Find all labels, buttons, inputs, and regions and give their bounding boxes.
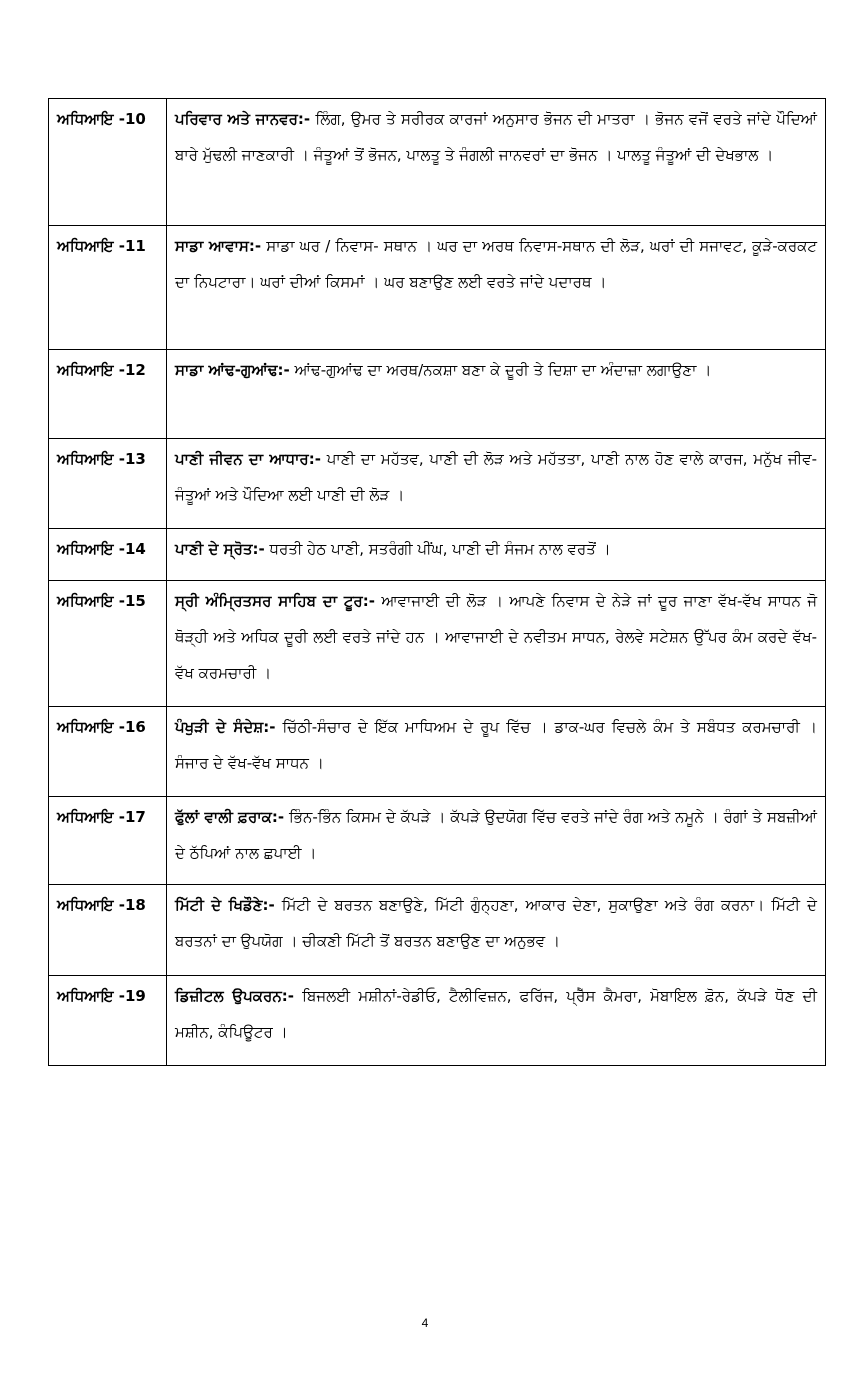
chapter-topic: ਪਰਿਵਾਰ ਅਤੇ ਜਾਨਵਰ:- [175,110,311,128]
chapter-label: ਅਧਿਆਇ -19 [49,976,167,1066]
chapter-description: ਆਵਾਜਾਈ ਦੀ ਲੋੜ । ਆਪਣੇ ਨਿਵਾਸ ਦੇ ਨੇੜੇ ਜਾਂ ਦੂਰ ਜਾਣਾ ਵੱਖ-ਵੱਖ ਸਾਧਨ ਜੋ ਥੋੜ੍ਹੀ ਅਤੇ ਅਧਿਕ ਦੂਰੀ ਲਈ ਵਰਤੇ ਜਾਂਦੇ ਹਨ । ਆਵਾਜਾਈ ਦੇ ਨਵੀਤਮ ਸਾਧਨ, ਰੇਲਵੇ ਸਟੇਸ਼ਨ ਉੱਪਰ ਕੰਮ ਕਰਦੇ ਵੱਖ-ਵੱਖ ਕਰਮਚਾਰੀ । [175,592,817,682]
chapter-content [167,885,826,976]
chapter-topic: ਮਿੱਟੀ ਦੇ ਖਿਡੌਣੇ:- [175,896,275,914]
chapter-description: ਭਿੰਨ-ਭਿੰਨ ਕਿਸਮ ਦੇ ਕੱਪੜੇ । ਕੱਪੜੇ ਉਦਯੋਗ ਵਿੱਚ ਵਰਤੇ ਜਾਂਦੇ ਰੰਗ ਅਤੇ ਨਮੂਨੇ । ਰੰਗਾਂ ਤੇ ਸਬਜ਼ੀਆਂ ਦੇ ਠੱਪਿਆਂ ਨਾਲ ਛਪਾਈ । [175,808,817,862]
chapter-content [167,226,826,350]
chapter-content [167,581,826,707]
chapter-description: ਲਿੰਗ, ਉਮਰ ਤੇ ਸਰੀਰਕ ਕਾਰਜਾਂ ਅਨੁਸਾਰ ਭੋਜਨ ਦੀ ਮਾਤਰਾ । ਭੋਜਨ ਵਜੋਂ ਵਰਤੇ ਜਾਂਦੇ ਪੌਦਿਆਂ ਬਾਰੇ ਮੁੱਢਲੀ ਜਾਣਕਾਰੀ । ਜੰਤੂਆਂ ਤੋਂ ਭੋਜਨ, ਪਾਲਤੂ ਤੇ ਜੰਗਲੀ ਜਾਨਵਰਾਂ ਦਾ ਭੋਜਨ । ਪਾਲਤੂ ਜੰਤੂਆਂ ਦੀ ਦੇਖਭਾਲ । [175,110,817,164]
chapter-label: ਅਧਿਆਇ -10 [49,99,167,226]
table-row [49,439,826,529]
chapter-label: ਅਧਿਆਇ -16 [49,707,167,797]
table-row [49,885,826,976]
chapter-label: ਅਧਿਆਇ -11 [49,226,167,350]
chapter-content [167,439,826,529]
chapter-label: ਅਧਿਆਇ -18 [49,885,167,976]
chapter-description: ਧਰਤੀ ਹੇਠ ਪਾਣੀ, ਸਤਰੰਗੀ ਪੀਂਘ, ਪਾਣੀ ਦੀ ਸੰਜਮ ਨਾਲ ਵਰਤੋਂ । [264,540,611,558]
chapter-label: ਅਧਿਆਇ -17 [49,797,167,885]
chapter-topic: ਸ੍ਰੀ ਅੰਮ੍ਰਿਤਸਰ ਸਾਹਿਬ ਦਾ ਟੂਰ:- [175,592,375,610]
chapter-content [167,707,826,797]
table-row [49,529,826,581]
chapter-label: ਅਧਿਆਇ -15 [49,581,167,707]
table-row [49,797,826,885]
page-number: 4 [421,1316,429,1330]
chapter-topic: ਪਾਣੀ ਦੇ ਸ੍ਰੋਤ:- [175,540,265,558]
chapter-label: ਅਧਿਆਇ -13 [49,439,167,529]
chapter-label: ਅਧਿਆਇ -14 [49,529,167,581]
chapter-description: ਪਾਣੀ ਦਾ ਮਹੱਤਵ, ਪਾਣੀ ਦੀ ਲੋੜ ਅਤੇ ਮਹੱਤਤਾ, ਪਾਣੀ ਨਾਲ ਹੋਣ ਵਾਲੇ ਕਾਰਜ, ਮਨੁੱਖ ਜੀਵ-ਜੰਤੂਆਂ ਅਤੇ ਪੌਦਿਆ ਲਈ ਪਾਣੀ ਦੀ ਲੋੜ । [175,450,818,504]
table-row [49,350,826,439]
chapter-content [167,797,826,885]
chapter-description: ਬਿਜਲਈ ਮਸ਼ੀਨਾਂ-ਰੇਡੀਓ, ਟੈਲੀਵਿਜ਼ਨ, ਫਰਿੱਜ, ਪ੍ਰੈੱਸ ਕੈਮਰਾ, ਮੋਬਾਇਲ ਫ਼ੋਨ, ਕੱਪੜੇ ਧੋਣ ਦੀ ਮਸ਼ੀਨ, ਕੰਪਿਊਟਰ । [175,987,817,1041]
table-row [49,581,826,707]
chapter-description: ਆਂਢ-ਗੁਆਂਢ ਦਾ ਅਰਥ/ਨਕਸ਼ਾ ਬਣਾ ਕੇ ਦੂਰੀ ਤੇ ਦਿਸ਼ਾ ਦਾ ਅੰਦਾਜ਼ਾ ਲਗਾਉਣਾ । [289,361,712,379]
chapter-topic: ਸਾਡਾ ਆਵਾਸ:- [175,237,262,255]
table-row [49,226,826,350]
chapter-topic: ਫੁੱਲਾਂ ਵਾਲੀ ਫ਼ਰਾਕ:- [175,808,285,826]
chapter-topic: ਪਾਣੀ ਜੀਵਨ ਦਾ ਆਧਾਰ:- [175,450,321,468]
chapter-topic: ਸਾਡਾ ਆਂਢ-ਗੁਆਂਢ:- [175,361,290,379]
syllabus-table [48,98,826,1066]
chapter-content [167,99,826,226]
table-row [49,707,826,797]
chapter-content [167,350,826,439]
chapter-description: ਮਿੱਟੀ ਦੇ ਬਰਤਨ ਬਣਾਉਣੇ, ਮਿੱਟੀ ਗੁੰਨ੍ਹਣਾ, ਆਕਾਰ ਦੇਣਾ, ਸੁਕਾਉਣਾ ਅਤੇ ਰੰਗ ਕਰਨਾ। ਮਿੱਟੀ ਦੇ ਬਰਤਨਾਂ ਦਾ ਉਪਯੋਗ । ਚੀਕਣੀ ਮਿੱਟੀ ਤੋਂ ਬਰਤਨ ਬਣਾਉਣ ਦਾ ਅਨੁਭਵ । [175,896,817,950]
chapter-content [167,976,826,1066]
table-row [49,99,826,226]
table-row [49,976,826,1066]
chapter-label: ਅਧਿਆਇ -12 [49,350,167,439]
chapter-topic: ਪੰਖੁੜੀ ਦੇ ਸੰਦੇਸ਼:- [175,718,276,736]
chapter-description: ਚਿੱਠੀ-ਸੰਚਾਰ ਦੇ ਇੱਕ ਮਾਧਿਅਮ ਦੇ ਰੂਪ ਵਿੱਚ । ਡਾਕ-ਘਰ ਵਿਚਲੇ ਕੰਮ ਤੇ ਸਬੰਧਤ ਕਰਮਚਾਰੀ । ਸੰਜਾਰ ਦੇ ਵੱਖ-ਵੱਖ ਸਾਧਨ । [175,718,817,772]
chapter-topic: ਡਿਜ਼ੀਟਲ ਉਪਕਰਨ:- [175,987,294,1005]
chapter-content [167,529,826,581]
chapter-description: ਸਾਡਾ ਘਰ / ਨਿਵਾਸ- ਸਥਾਨ । ਘਰ ਦਾ ਅਰਥ ਨਿਵਾਸ-ਸਥਾਨ ਦੀ ਲੋੜ, ਘਰਾਂ ਦੀ ਸਜਾਵਟ, ਕੂੜੇ-ਕਰਕਟ ਦਾ ਨਿਪਟਾਰਾ। ਘਰਾਂ ਦੀਆਂ ਕਿਸਮਾਂ । ਘਰ ਬਣਾਉਣ ਲਈ ਵਰਤੇ ਜਾਂਦੇ ਪਦਾਰਥ । [175,237,817,291]
